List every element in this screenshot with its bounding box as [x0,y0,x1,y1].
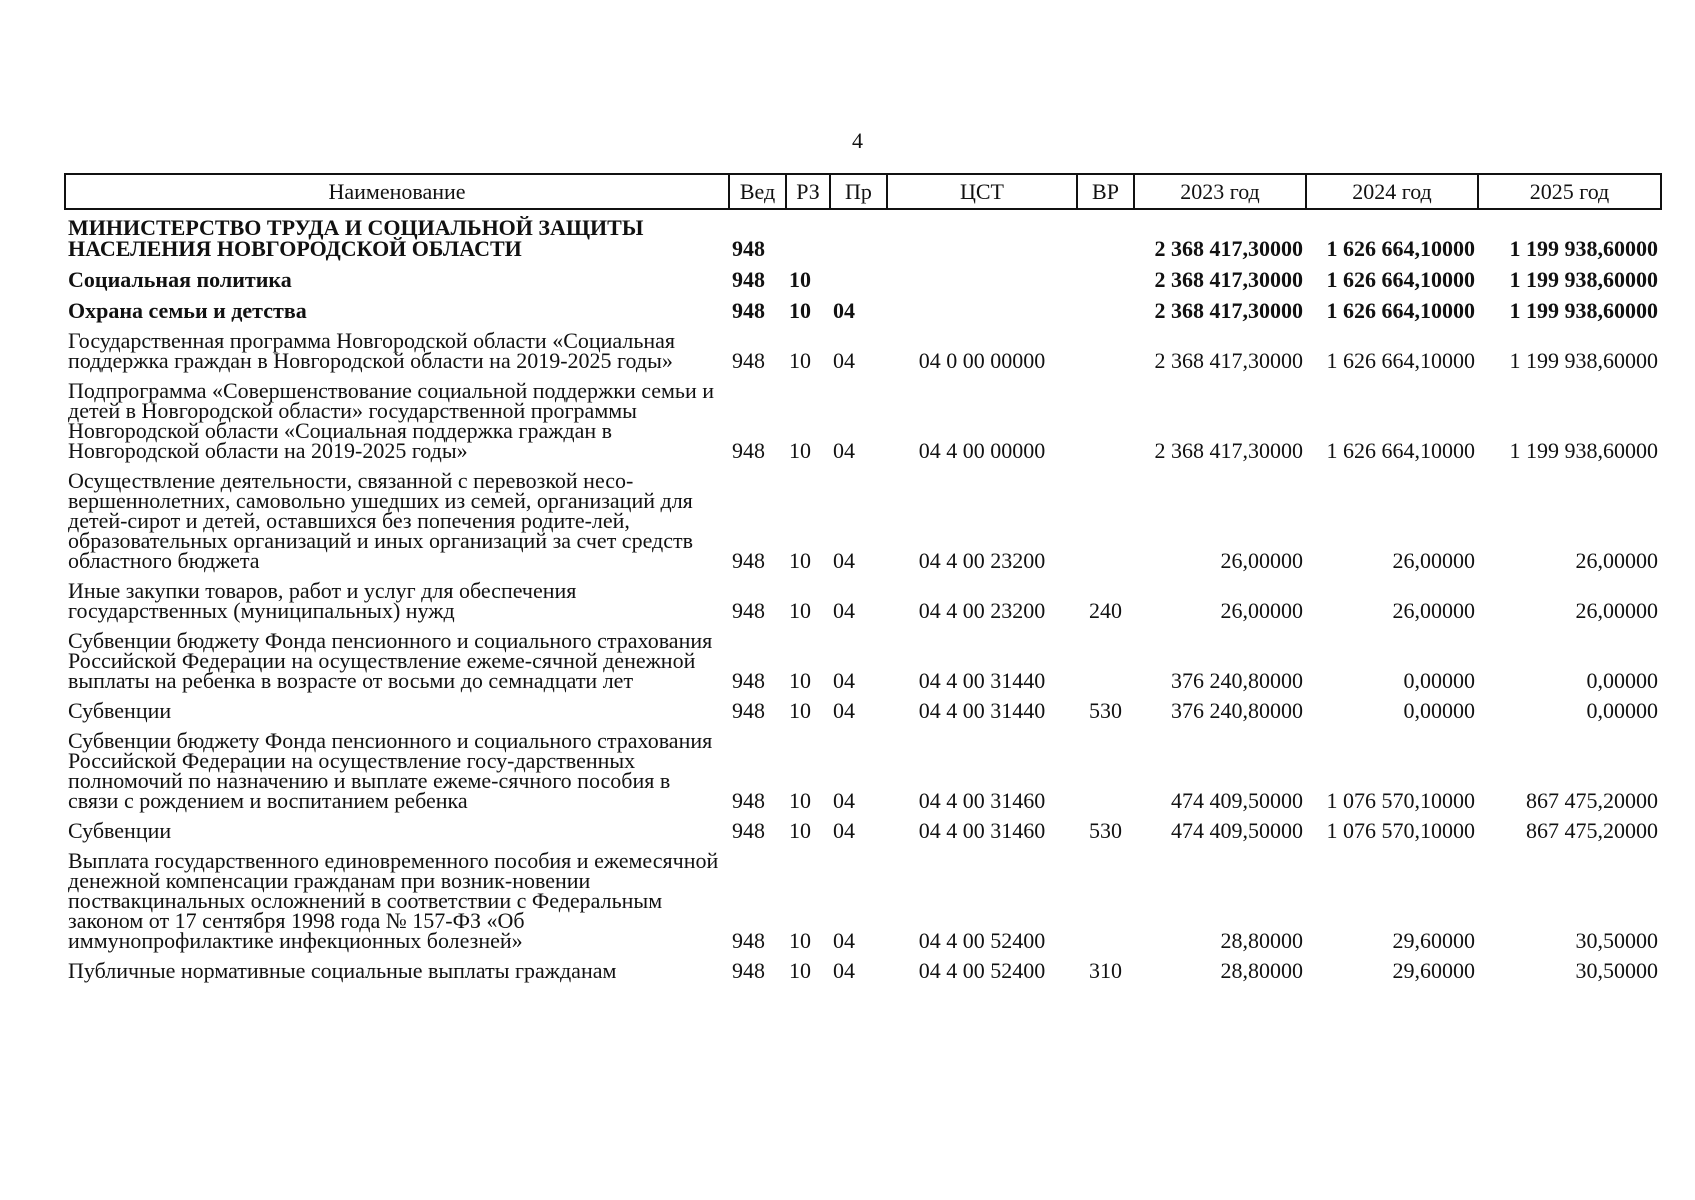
table-row [65,574,1661,624]
row-ved: 948 [732,267,765,292]
row-pr: 04 [833,698,855,723]
row-vr: 310 [1089,958,1122,983]
row-ved: 948 [732,958,765,983]
row-2025: 1 199 938,60000 [1509,298,1658,323]
row-2024: 0,00000 [1403,668,1475,693]
row-ved: 948 [732,438,765,463]
row-cst: 04 4 00 31440 [918,698,1046,723]
row-name: МИНИСТЕРСТВО ТРУДА И СОЦИАЛЬНОЙ ЗАЩИТЫ НАСЕЛЕНИЯ НОВГОРОДСКОЙ ОБЛАСТИ [68,215,644,261]
header-name: Наименование [65,174,729,209]
row-2023: 28,80000 [1220,958,1303,983]
row-ved: 948 [732,598,765,623]
row-name: Подпрограмма «Совершенствование социальной поддержки семьи и детей в Новгородской области» государственной программы Новгородской области «Социальная поддержка граждан в Новгородской области на 2019-2025 годы» [68,378,715,463]
row-2025: 0,00000 [1586,698,1658,723]
header-2023: 2023 год [1134,174,1306,209]
header-vr: ВР [1077,174,1134,209]
row-cst: 04 0 00 00000 [918,348,1046,373]
row-cst: 04 4 00 23200 [918,548,1046,573]
table-row [65,724,1661,814]
row-2025: 26,00000 [1575,548,1658,573]
row-name: Субвенции бюджету Фонда пенсионного и социального страхования Российской Федерации на осуществление госу-дарственных полномочий по назначению и выплате ежеме-сячного пособия в связи с рождением и воспитанием ребенка [68,728,713,813]
table-row [65,624,1661,694]
header-ved: Вед [729,174,786,209]
row-2024: 1 076 570,10000 [1326,818,1475,843]
row-ved: 948 [732,698,765,723]
row-name: Социальная политика [68,267,292,292]
row-2023: 2 368 417,30000 [1154,348,1303,373]
row-ved: 948 [732,668,765,693]
row-vr [1077,324,1134,374]
row-name: Иные закупки товаров, работ и услуг для обеспечения государственных (муниципальных) нужд [68,578,577,623]
row-name: Субвенции [68,818,172,843]
row-cst: 04 4 00 23200 [918,598,1046,623]
table-header [65,174,1661,209]
row-pr [830,209,887,262]
row-rz: 10 [789,548,811,573]
row-2024: 1 626 664,10000 [1326,236,1475,261]
row-vr [1077,464,1134,574]
header-rz: РЗ [786,174,830,209]
page-number: 4 [852,128,863,153]
row-rz: 10 [789,267,811,292]
row-rz: 10 [789,298,811,323]
row-cst: 04 4 00 52400 [918,928,1046,953]
row-cst: 04 4 00 31440 [918,668,1046,693]
table-row [65,262,1661,293]
row-2025: 26,00000 [1575,598,1658,623]
row-name: Публичные нормативные социальные выплаты гражданам [68,958,617,983]
row-2024: 1 626 664,10000 [1326,348,1475,373]
table-row [65,293,1661,324]
row-ved: 948 [732,348,765,373]
row-2025: 1 199 938,60000 [1509,267,1658,292]
row-2025: 867 475,20000 [1526,788,1658,813]
row-2024: 26,00000 [1392,548,1475,573]
row-2023: 26,00000 [1220,548,1303,573]
row-pr: 04 [833,818,855,843]
row-ved: 948 [732,298,765,323]
row-pr: 04 [833,348,855,373]
row-2024: 1 626 664,10000 [1326,298,1475,323]
row-rz: 10 [789,958,811,983]
row-pr: 04 [833,438,855,463]
row-vr [1077,209,1134,262]
row-vr [1077,293,1134,324]
budget-table [64,173,1662,984]
row-cst: 04 4 00 52400 [918,958,1046,983]
row-name: Государственная программа Новгородской области «Социальная поддержка граждан в Новгородской области на 2019-2025 годы» [68,328,676,373]
row-2023: 26,00000 [1220,598,1303,623]
row-vr [1077,724,1134,814]
row-2024: 1 626 664,10000 [1326,267,1475,292]
row-2025: 1 199 938,60000 [1509,348,1658,373]
row-rz: 10 [789,438,811,463]
row-2024: 1 076 570,10000 [1326,788,1475,813]
header-pr: Пр [830,174,887,209]
row-rz: 10 [789,788,811,813]
row-rz: 10 [789,668,811,693]
row-2024: 29,60000 [1392,958,1475,983]
row-rz [786,209,830,262]
row-rz: 10 [789,598,811,623]
row-2023: 2 368 417,30000 [1154,267,1303,292]
row-2025: 0,00000 [1586,668,1658,693]
row-2024: 1 626 664,10000 [1326,438,1475,463]
row-ved: 948 [732,788,765,813]
row-pr: 04 [833,298,855,323]
row-2024: 0,00000 [1403,698,1475,723]
row-ved: 948 [732,548,765,573]
row-2024: 26,00000 [1392,598,1475,623]
table-row [65,324,1661,374]
row-2023: 2 368 417,30000 [1154,438,1303,463]
row-pr [830,262,887,293]
table-row [65,694,1661,724]
row-ved: 948 [732,236,765,261]
row-pr: 04 [833,668,855,693]
header-2024: 2024 год [1306,174,1478,209]
table-row [65,209,1661,262]
row-vr: 240 [1089,598,1122,623]
row-rz: 10 [789,818,811,843]
row-pr: 04 [833,958,855,983]
row-name: Выплата государственного единовременного пособия и ежемесячной денежной компенсации гражданам при возник-новении поствакцинальных осложнений в соответствии с Федеральным законом от 17 сентября 1998 года № 157-ФЗ «Об иммунопрофилактике инфекционных болезней» [68,848,719,953]
table-row [65,374,1661,464]
header-cst: ЦСТ [887,174,1077,209]
row-vr [1077,624,1134,694]
table-body [65,209,1661,984]
table-row [65,814,1661,844]
row-cst: 04 4 00 31460 [918,818,1046,843]
row-rz: 10 [789,928,811,953]
row-vr: 530 [1089,698,1122,723]
row-2025: 867 475,20000 [1526,818,1658,843]
row-name: Охрана семьи и детства [68,298,307,323]
row-cst [887,262,1077,293]
row-pr: 04 [833,928,855,953]
row-rz: 10 [789,348,811,373]
row-2023: 474 409,50000 [1171,818,1303,843]
row-pr: 04 [833,598,855,623]
row-cst [887,293,1077,324]
header-2025: 2025 год [1478,174,1661,209]
table-row [65,844,1661,954]
row-ved: 948 [732,818,765,843]
row-vr [1077,262,1134,293]
row-rz: 10 [789,698,811,723]
row-name: Осуществление деятельности, связанной с перевозкой несо-вершеннолетних, самовольно ушедших из семей, организаций для детей-сирот и детей, оставшихся без попечения родите-лей, образовательных организаций и иных организаций за счет средств областного бюджета [68,468,694,573]
table-row [65,954,1661,984]
row-ved: 948 [732,928,765,953]
row-vr: 530 [1089,818,1122,843]
row-2024: 29,60000 [1392,928,1475,953]
row-cst [887,209,1077,262]
row-2025: 30,50000 [1575,928,1658,953]
row-2023: 2 368 417,30000 [1154,236,1303,261]
row-pr: 04 [833,548,855,573]
row-2023: 474 409,50000 [1171,788,1303,813]
row-2023: 376 240,80000 [1171,668,1303,693]
row-2023: 376 240,80000 [1171,698,1303,723]
row-name: Субвенции [68,698,172,723]
row-2023: 2 368 417,30000 [1154,298,1303,323]
row-name: Субвенции бюджету Фонда пенсионного и социального страхования Российской Федерации на осуществление ежеме-сячной денежной выплаты на ребенка в возрасте от восьми до семнадцати лет [68,628,713,693]
row-pr: 04 [833,788,855,813]
row-cst: 04 4 00 31460 [918,788,1046,813]
row-2023: 28,80000 [1220,928,1303,953]
table-row [65,464,1661,574]
row-2025: 1 199 938,60000 [1509,438,1658,463]
row-2025: 30,50000 [1575,958,1658,983]
row-vr [1077,374,1134,464]
row-2025: 1 199 938,60000 [1509,236,1658,261]
row-cst: 04 4 00 00000 [918,438,1046,463]
row-vr [1077,844,1134,954]
